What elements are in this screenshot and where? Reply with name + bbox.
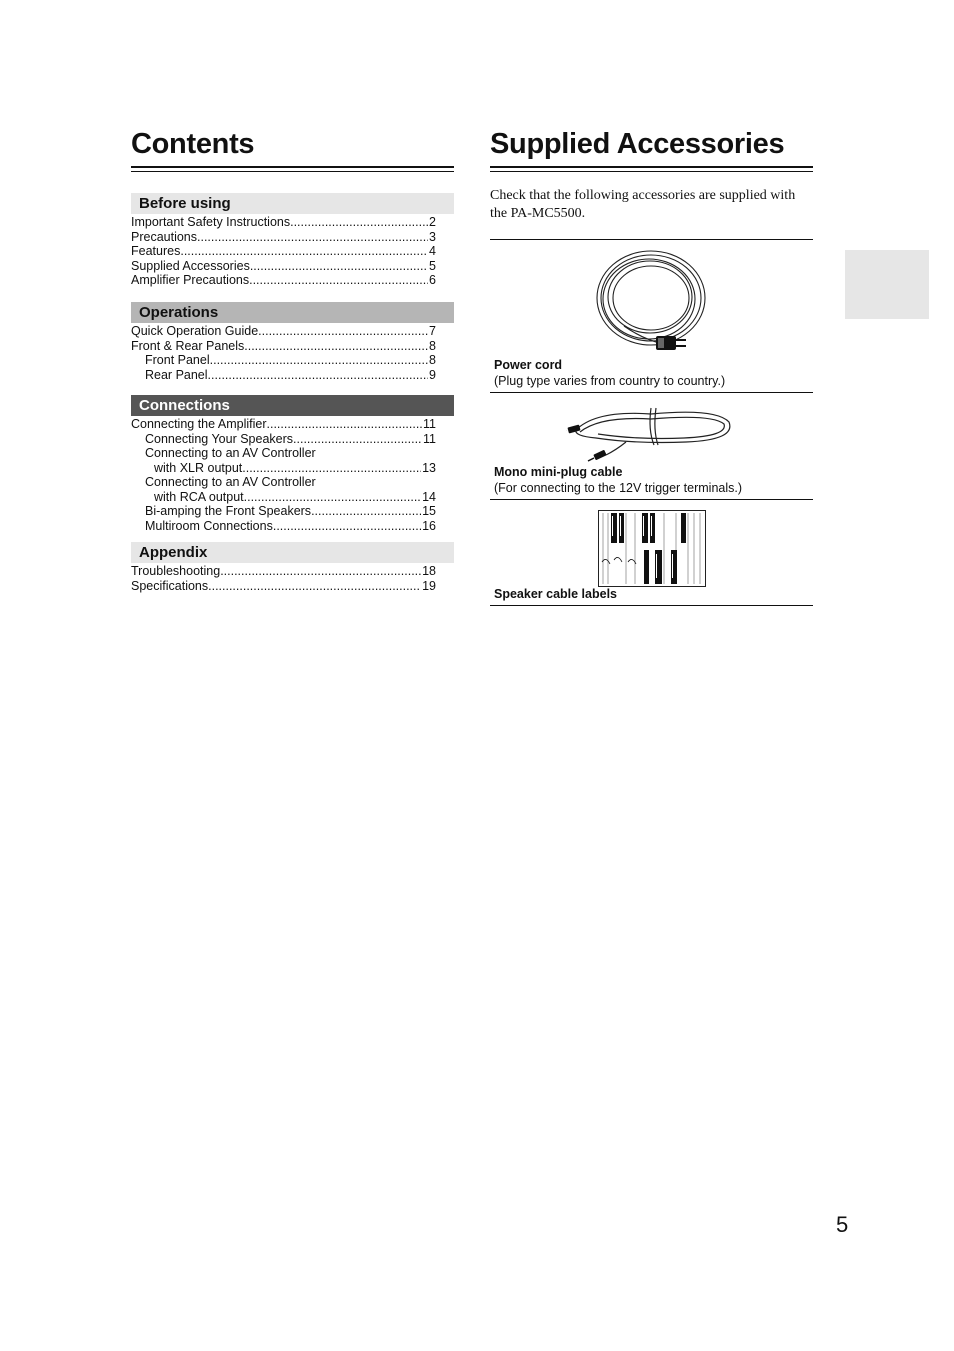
toc-leader [180, 244, 428, 259]
toc-entry-page: 16 [422, 518, 436, 533]
toc-entry-page: 19 [422, 578, 436, 593]
toc-entry-page: 14 [422, 489, 436, 504]
speaker-cable-labels-image [598, 510, 706, 587]
accessory-divider [490, 605, 813, 606]
accessory-name: Power cord [494, 358, 563, 372]
contents-heading-rule-top [131, 166, 454, 168]
toc-leader [273, 519, 421, 534]
toc-entry-page: 5 [429, 258, 436, 273]
toc-leader [258, 324, 428, 339]
toc-entry[interactable] [131, 504, 436, 519]
toc-entry-page: 11 [423, 417, 436, 431]
toc-entry-title: Specifications [131, 578, 209, 593]
toc-entry[interactable] [131, 230, 436, 245]
toc-entry-page: 8 [429, 338, 436, 353]
side-tab [845, 250, 929, 319]
toc-entry-title: Front & Rear Panels [131, 338, 245, 353]
toc-entry[interactable] [131, 519, 436, 534]
toc-entry[interactable] [131, 564, 436, 579]
mini-plug-cable-image [566, 400, 736, 466]
accessory-name: Mono mini-plug cable [494, 465, 623, 479]
toc-entry[interactable] [131, 273, 436, 288]
toc-section-appendix: Appendix [131, 542, 454, 563]
toc-entry-title: Connecting to an AV Controller [145, 475, 316, 489]
toc-entry-title: Connecting to an AV Controller [145, 446, 316, 460]
accessory-name: Speaker cable labels [494, 587, 617, 601]
power-cord-image [594, 248, 712, 358]
toc-leader [242, 461, 421, 476]
toc-entry[interactable] [131, 368, 436, 383]
toc-entry-page: 15 [422, 504, 436, 518]
toc-entry[interactable] [131, 215, 436, 230]
toc-entry-page: 18 [422, 564, 436, 578]
toc-entry-page: 3 [429, 229, 436, 244]
toc-leader [311, 504, 421, 519]
toc-entry[interactable] [131, 353, 436, 368]
toc-entry-page: 9 [429, 367, 436, 382]
toc-leader [249, 273, 428, 288]
toc-entry-title: with XLR output [154, 460, 243, 475]
toc-entry-title: Multiroom Connections [145, 518, 273, 533]
toc-entry[interactable] [131, 417, 436, 432]
toc-leader [208, 579, 421, 594]
toc-leader [290, 215, 428, 230]
toc-leader [250, 259, 428, 274]
accessory-divider [490, 239, 813, 240]
toc-entry-page: 2 [429, 215, 436, 229]
accessory-divider [490, 499, 813, 500]
toc-entry-page: 13 [422, 460, 436, 475]
toc-entry-title: Bi-amping the Front Speakers [145, 504, 312, 518]
toc-list-operations [131, 324, 436, 382]
toc-leader [210, 353, 428, 368]
toc-entry-title: Supplied Accessories [131, 258, 250, 273]
page-number: 5 [836, 1212, 849, 1237]
toc-entry-page: 6 [429, 273, 436, 287]
toc-entry-title: Front Panel [145, 353, 210, 367]
toc-entry-page: 7 [429, 324, 436, 338]
accessory-note: (For connecting to the 12V trigger terminals.) [494, 481, 743, 495]
toc-entry[interactable] [131, 339, 436, 354]
accessories-heading: Supplied Accessories [490, 128, 785, 160]
accessory-divider [490, 392, 813, 393]
toc-entry[interactable] [131, 461, 436, 476]
toc-entry-page: 8 [429, 353, 436, 367]
toc-leader [293, 432, 422, 447]
toc-section-connections: Connections [131, 395, 454, 416]
toc-entry[interactable] [131, 579, 436, 594]
toc-leader [267, 417, 423, 432]
toc-list-before-using [131, 215, 436, 288]
toc-entry[interactable] [131, 244, 436, 259]
accessories-intro: Check that the following accessories are supplied with the PA-MC5500. [490, 188, 796, 221]
toc-entry[interactable] [131, 259, 436, 274]
toc-entry-title: Troubleshooting [131, 564, 221, 578]
toc-list-connections [131, 417, 436, 533]
toc-entry[interactable] [131, 490, 436, 505]
toc-leader [244, 490, 421, 505]
toc-entry-title: Precautions [131, 229, 198, 244]
toc-entry[interactable] [131, 324, 436, 339]
contents-heading: Contents [131, 128, 255, 160]
contents-heading-rule-bottom [131, 171, 454, 172]
toc-entry[interactable] [131, 432, 436, 447]
toc-entry-title: with RCA output [154, 489, 244, 504]
toc-leader [208, 368, 429, 383]
accessory-note: (Plug type varies from country to country.) [494, 374, 726, 388]
toc-leader [244, 339, 428, 354]
toc-entry-page: 11 [423, 431, 436, 446]
toc-leader [220, 564, 421, 579]
toc-list-appendix [131, 564, 436, 593]
toc-section-operations: Operations [131, 302, 454, 323]
toc-leader [197, 230, 428, 245]
toc-entry-title: Connecting Your Speakers [145, 431, 294, 446]
accessories-heading-rule-top [490, 166, 813, 168]
accessories-heading-rule-bottom [490, 171, 813, 172]
toc-entry-title: Rear Panel [145, 367, 208, 382]
toc-entry-title: Important Safety Instructions [131, 215, 291, 229]
toc-entry[interactable] [131, 446, 436, 461]
toc-entry-title: Amplifier Precautions [131, 273, 250, 287]
toc-entry-title: Connecting the Amplifier [131, 417, 267, 431]
toc-entry-title: Features [131, 244, 181, 258]
toc-entry-page: 4 [429, 244, 436, 258]
toc-entry-title: Quick Operation Guide [131, 324, 259, 338]
toc-section-before-using: Before using [131, 193, 454, 214]
toc-entry[interactable] [131, 475, 436, 490]
